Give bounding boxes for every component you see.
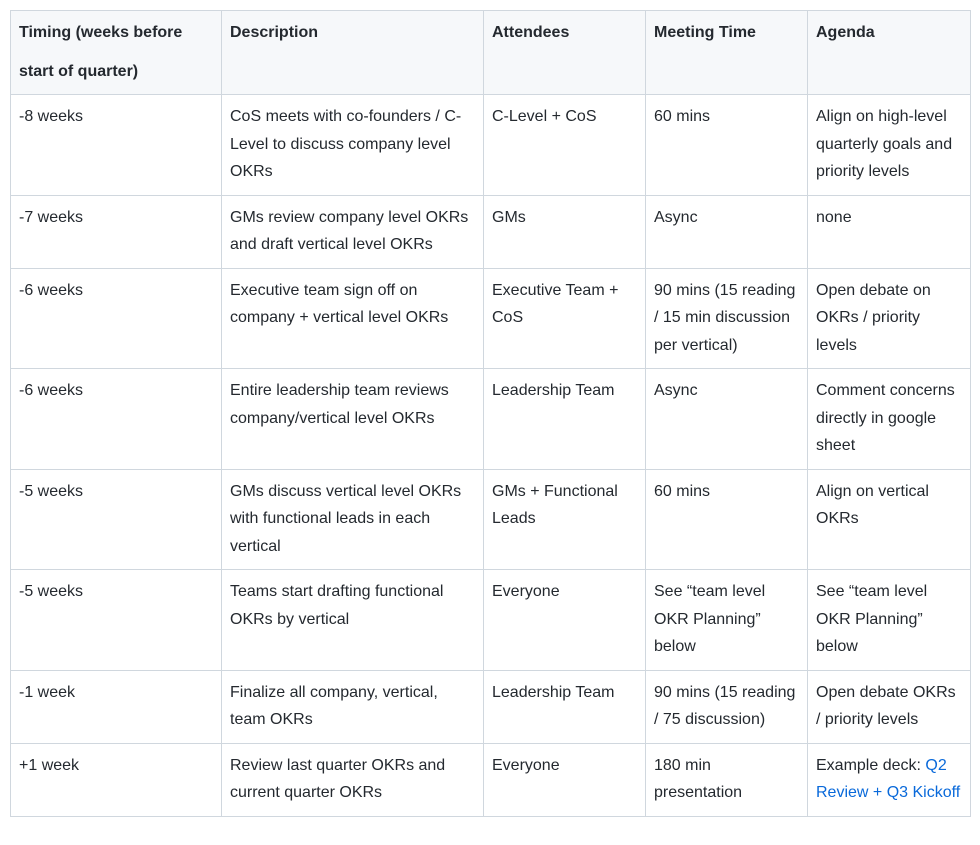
cell-description: Executive team sign off on company + vertical level OKRs	[222, 268, 484, 369]
table-row	[11, 369, 971, 470]
cell-description: Review last quarter OKRs and current quarter OKRs	[222, 743, 484, 816]
cell-description: CoS meets with co-founders / C-Level to discuss company level OKRs	[222, 95, 484, 196]
cell-description: GMs review company level OKRs and draft vertical level OKRs	[222, 195, 484, 268]
cell-agenda	[808, 743, 971, 816]
cell-description: Entire leadership team reviews company/vertical level OKRs	[222, 369, 484, 470]
cell-meeting-time: 90 mins (15 reading / 15 min discussion per vertical)	[646, 268, 808, 369]
cell-meeting-time: 90 mins (15 reading / 75 discussion)	[646, 670, 808, 743]
cell-description: GMs discuss vertical level OKRs with functional leads in each vertical	[222, 469, 484, 570]
agenda-prefix-text: Example deck:	[816, 756, 926, 774]
cell-attendees: C-Level + CoS	[484, 95, 646, 196]
cell-meeting-time: Async	[646, 195, 808, 268]
cell-timing: -6 weeks	[11, 268, 222, 369]
header-timing: Timing (weeks before start of quarter)	[11, 11, 222, 95]
cell-agenda: Open debate OKRs / priority levels	[808, 670, 971, 743]
table-row	[11, 743, 971, 816]
cell-timing: -6 weeks	[11, 369, 222, 470]
example-deck-link[interactable]: Q2 Review + Q3 Kickoff	[816, 756, 961, 801]
table-row	[11, 670, 971, 743]
cell-timing: -8 weeks	[11, 95, 222, 196]
cell-meeting-time: 60 mins	[646, 469, 808, 570]
cell-agenda: See “team level OKR Planning” below	[808, 570, 971, 671]
okr-planning-table	[10, 10, 971, 817]
header-attendees: Attendees	[484, 11, 646, 95]
table-row	[11, 570, 971, 671]
cell-attendees: GMs + Functional Leads	[484, 469, 646, 570]
cell-agenda: Align on vertical OKRs	[808, 469, 971, 570]
cell-agenda: none	[808, 195, 971, 268]
cell-agenda: Open debate on OKRs / priority levels	[808, 268, 971, 369]
cell-meeting-time: 60 mins	[646, 95, 808, 196]
cell-timing: -7 weeks	[11, 195, 222, 268]
cell-timing: -5 weeks	[11, 570, 222, 671]
table-row	[11, 95, 971, 196]
cell-description: Finalize all company, vertical, team OKRs	[222, 670, 484, 743]
cell-timing: -5 weeks	[11, 469, 222, 570]
cell-timing: +1 week	[11, 743, 222, 816]
table-header-row	[11, 11, 971, 95]
cell-meeting-time: 180 min presentation	[646, 743, 808, 816]
table-row	[11, 195, 971, 268]
cell-attendees: Leadership Team	[484, 369, 646, 470]
header-meeting-time: Meeting Time	[646, 11, 808, 95]
cell-attendees: Everyone	[484, 570, 646, 671]
table-row	[11, 469, 971, 570]
cell-agenda: Comment concerns directly in google sheet	[808, 369, 971, 470]
cell-agenda: Align on high-level quarterly goals and priority levels	[808, 95, 971, 196]
cell-meeting-time: See “team level OKR Planning” below	[646, 570, 808, 671]
cell-attendees: Leadership Team	[484, 670, 646, 743]
cell-attendees: Everyone	[484, 743, 646, 816]
cell-description: Teams start drafting functional OKRs by vertical	[222, 570, 484, 671]
header-description: Description	[222, 11, 484, 95]
cell-attendees: GMs	[484, 195, 646, 268]
cell-attendees: Executive Team + CoS	[484, 268, 646, 369]
cell-timing: -1 week	[11, 670, 222, 743]
header-agenda: Agenda	[808, 11, 971, 95]
cell-meeting-time: Async	[646, 369, 808, 470]
table-row	[11, 268, 971, 369]
